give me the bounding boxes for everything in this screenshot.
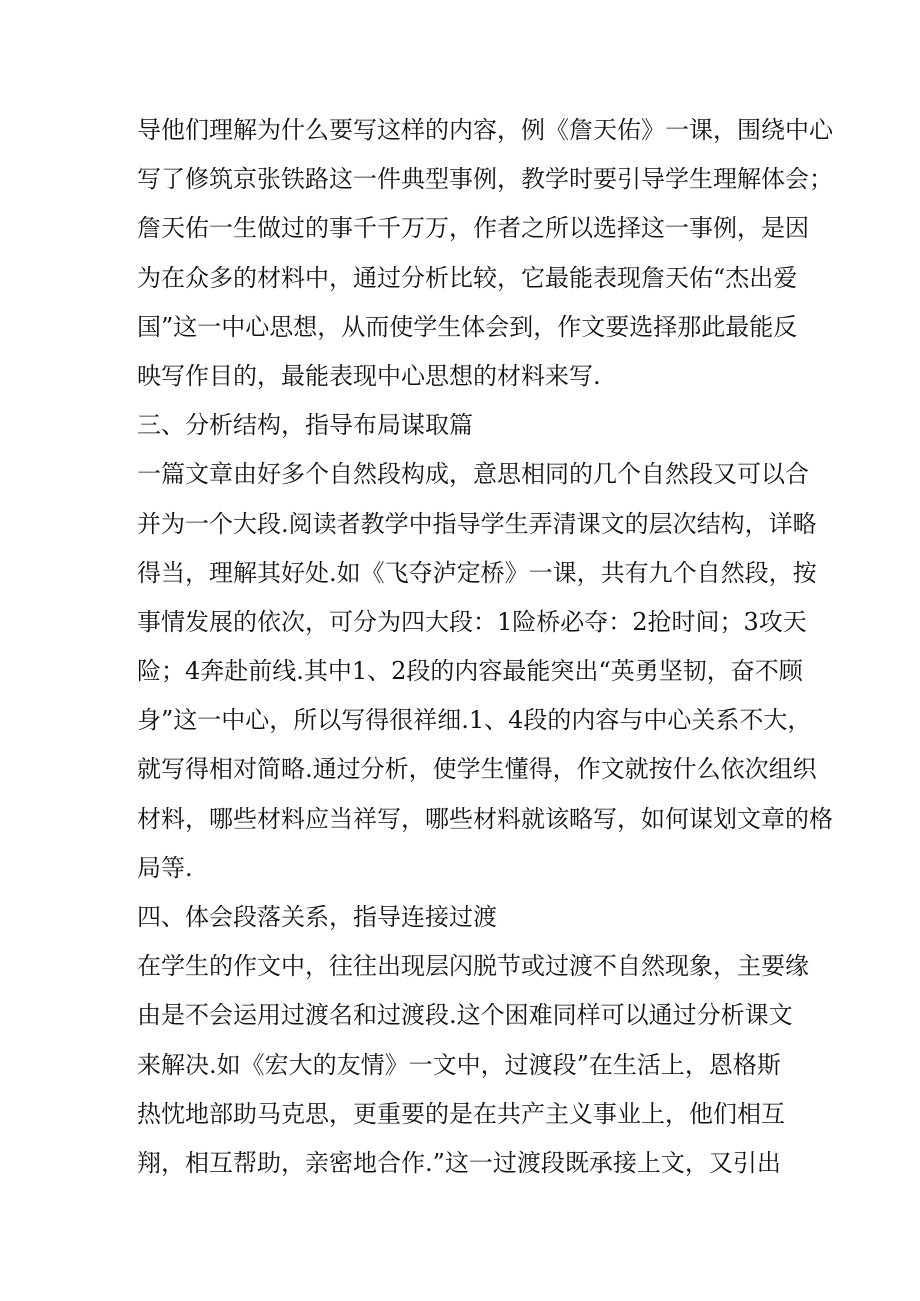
text-line: 就写得相对简略.通过分析，使学生懂得，作文就按什么依次组织 bbox=[137, 755, 817, 784]
text-line: 热忱地部助马克思，更重要的是在共产主义事业上，他们相互 bbox=[137, 1099, 785, 1128]
text-line: 得当，理解其好处.如《飞夺泸定桥》一课，共有九个自然段，按 bbox=[137, 558, 817, 587]
section-heading: 四、体会段落关系，指导连接过渡 bbox=[137, 903, 497, 931]
section-heading: 三、分析结构，指导布局谋取篇 bbox=[137, 411, 473, 440]
text-line: 为在众多的材料中，通过分析比较，它最能表现詹天佑“杰出爱 bbox=[137, 263, 798, 292]
text-line: 在学生的作文中，往往出现层闪脱节或过渡不自然现象，主要缘 bbox=[137, 952, 809, 981]
text-line: 一篇文章由好多个自然段构成，意思相同的几个自然段又可以合 bbox=[137, 460, 809, 489]
text-line: 来解决.如《宏大的友情》一文中，过渡段”在生活上，恩格斯 bbox=[137, 1050, 781, 1079]
text-line: 翔，相互帮助，亲密地合作.”这一过渡段既承接上文，又引出 bbox=[137, 1148, 781, 1177]
text-line: 并为一个大段.阅读者教学中指导学生弄清课文的层次结构，详略 bbox=[137, 509, 817, 538]
text-line: 材料，哪些材料应当祥写，哪些材料就该略写，如何谋划文章的格 bbox=[137, 804, 833, 833]
text-line: 由是不会运用过渡名和过渡段.这个困难同样可以通过分析课文 bbox=[137, 1001, 793, 1030]
text-line: 导他们理解为什么要写这样的内容，例《詹天佑》一课，围绕中心 bbox=[137, 116, 833, 144]
text-line: 局等. bbox=[137, 853, 193, 882]
text-line: 身”这一中心，所以写得很祥细.1、4段的内容与中心关系不大， bbox=[137, 706, 812, 735]
text-line: 险；4奔赴前线.其中1、2段的内容最能突出“英勇坚韧，奋不顾 bbox=[137, 657, 803, 686]
text-line: 事情发展的依次，可分为四大段：1险桥必夺：2抢时间；3攻天 bbox=[137, 607, 807, 636]
text-line: 写了修筑京张铁路这一件典型事例，教学时要引导学生理解体会； bbox=[137, 165, 833, 194]
text-line: 映写作目的，最能表现中心思想的材料来写. bbox=[137, 361, 601, 390]
text-line: 国”这一中心思想，从而使学生体会到，作文要选择那此最能反 bbox=[137, 312, 798, 341]
body-text bbox=[137, 106, 833, 1188]
text-line: 詹天佑一生做过的事千千万万，作者之所以选择这一事例，是因 bbox=[137, 214, 809, 243]
